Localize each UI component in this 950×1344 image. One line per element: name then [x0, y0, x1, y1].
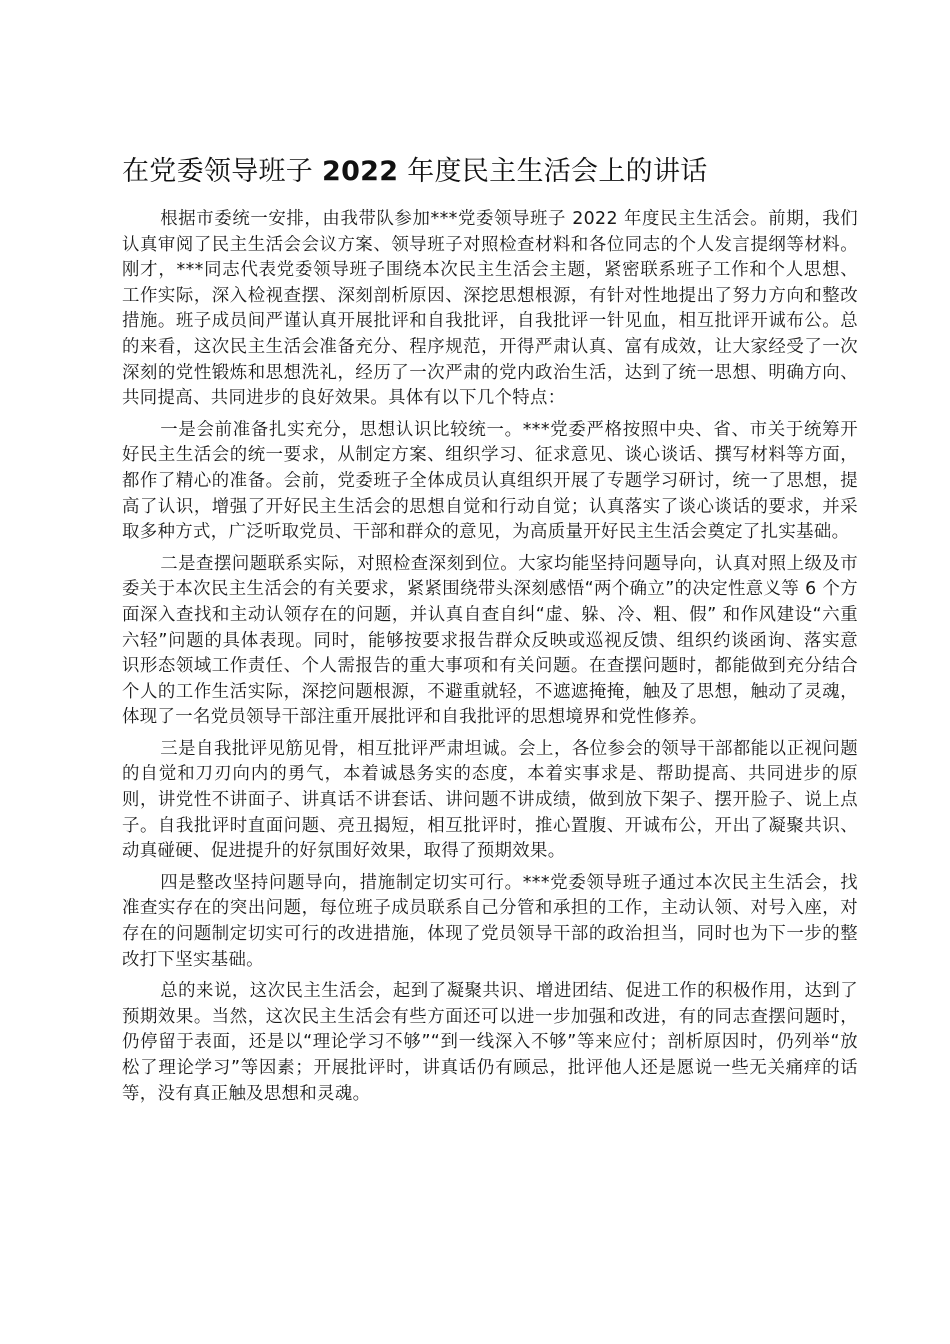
paragraph-point-2: 二是查摆问题联系实际，对照检查深刻到位。大家均能坚持问题导向，认真对照上级及市委关于本次民主生活会的有关要求，紧紧围绕带头深刻感悟“两个确立”的决定性意义等 6 个方面深入查找和主动认领存在的问题，并认真自查自纠“虚、躲、冷、粗、假” 和作风建设“六重六轻”问题的具体表现。同时，能够按要求报告群众反映或巡视反馈、组织约谈函询、落实意识形态领域工作责任、个人需报告的重大事项和有关问题。在查摆问题时，都能做到充分结合个人的工作生活实际，深挖问题根源，不避重就轻，不遮遮掩掩，触及了思想，触动了灵魂，体现了一名党员领导干部注重开展批评和自我批评的思想境界和党性修养。: [122, 553, 858, 728]
paragraph-summary: 总的来说，这次民主生活会，起到了凝聚共识、增进团结、促进工作的积极作用，达到了预期效果。当然，这次民主生活会有些方面还可以进一步加强和改进，有的同志查摆问题时，仍停留于表面，还是以“理论学习不够”“到一线深入不够”等来应付；剖析原因时，仍列举“放松了理论学习”等因素；开展批评时，讲真话仍有顾忌，批评他人还是愿说一些无关痛痒的话等，没有真正触及思想和灵魂。: [122, 981, 858, 1104]
paragraph-point-1: 一是会前准备扎实充分，思想认识比较统一。***党委严格按照中央、省、市关于统筹开好民主生活会的统一要求，从制定方案、组织学习、征求意见、谈心谈话、撰写材料等方面，都作了精心的准备。会前，党委班子全体成员认真组织开展了专题学习研讨，统一了思想，提高了认识，增强了开好民主生活会的思想自觉和行动自觉；认真落实了谈心谈话的要求，并采取多种方式，广泛听取党员、干部和群众的意见，为高质量开好民主生活会奠定了扎实基础。: [122, 419, 858, 543]
title-year: 2022: [322, 156, 399, 187]
document-body: [122, 207, 858, 1113]
title-suffix: 年度民主生活会上的讲话: [407, 156, 708, 187]
paragraph-intro: 根据市委统一安排，由我带队参加***党委领导班子 2022 年度民主生活会。前期，我们认真审阅了民主生活会会议方案、领导班子对照检查材料和各位同志的个人发言提纲等材料。刚才，***同志代表党委领导班子围绕本次民主生活会主题，紧密联系班子工作和个人思想、工作实际，深入检视查摆、深刻剖析原因、深挖思想根源，有针对性地提出了努力方向和整改措施。班子成员间严谨认真开展批评和自我批评，自我批评一针见血，相互批评开诚布公。总的来看，这次民主生活会准备充分、程序规范，开得严肃认真、富有成效，让大家经受了一次深刻的党性锻炼和思想洗礼，经历了一次严肃的党内政治生活，达到了统一思想、明确方向、共同提高、共同进步的良好效果。具体有以下几个特点：: [122, 209, 858, 409]
paragraph-point-4: 四是整改坚持问题导向，措施制定切实可行。***党委领导班子通过本次民主生活会，找准查实存在的突出问题，每位班子成员联系自己分管和承担的工作，主动认领、对号入座，对存在的问题制定切实可行的改进措施，体现了党员领导干部的政治担当，同时也为下一步的整改打下坚实基础。: [122, 872, 858, 970]
paragraph-point-3: 三是自我批评见筋见骨，相互批评严肃坦诚。会上，各位参会的领导干部都能以正视问题的自觉和刀刃向内的勇气，本着诚恳务实的态度，本着实事求是、帮助提高、共同进步的原则，讲党性不讲面子、讲真话不讲套话、讲问题不讲成绩，做到放下架子、摆开脸子、说上点子。自我批评时直面问题、亮丑揭短，相互批评时，推心置腹、开诚布公，开出了凝聚共识、动真碰硬、促进提升的好氛围好效果，取得了预期效果。: [122, 738, 858, 862]
document-title: [122, 152, 842, 192]
title-prefix: 在党委领导班子: [122, 156, 314, 187]
